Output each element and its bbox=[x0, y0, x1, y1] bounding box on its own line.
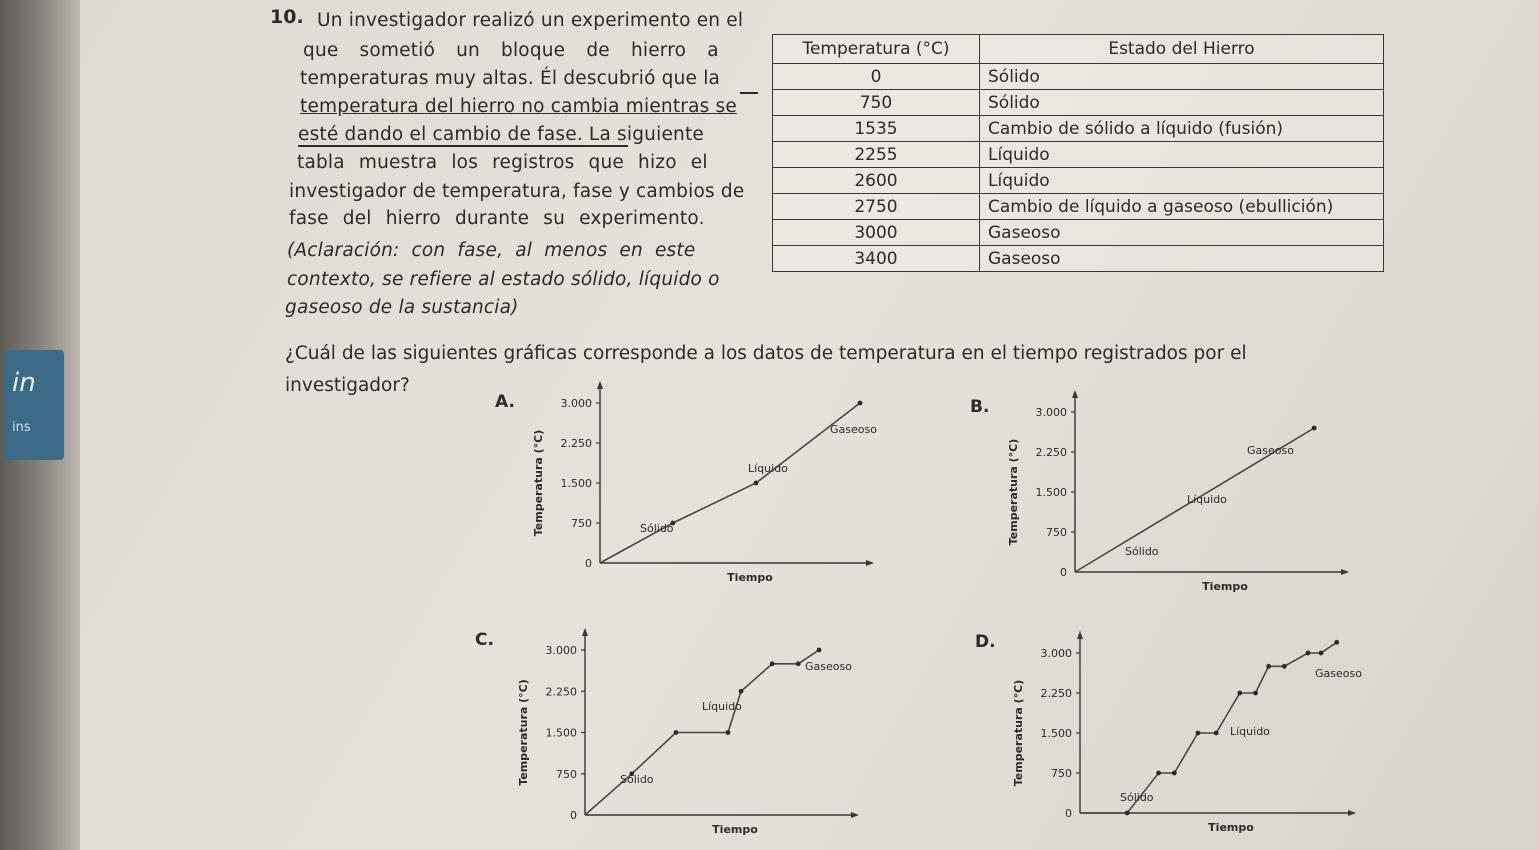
data-point bbox=[1214, 731, 1219, 736]
data-point bbox=[1334, 640, 1339, 645]
question-prompt: investigador? bbox=[285, 375, 410, 396]
table-cell: 2750 bbox=[773, 194, 980, 220]
table-cell: 3400 bbox=[773, 246, 980, 272]
data-point bbox=[1319, 651, 1324, 656]
table-cell: Líquido bbox=[980, 142, 1384, 168]
table-row bbox=[773, 194, 1384, 220]
series-line bbox=[1080, 642, 1337, 813]
y-tick-label: 1.500 bbox=[560, 477, 592, 490]
state-label: Sólido bbox=[1125, 545, 1159, 558]
x-axis-label: Tiempo bbox=[1202, 580, 1248, 593]
y-tick-label: 0 bbox=[570, 809, 577, 822]
data-point bbox=[1312, 426, 1317, 431]
y-tick-label: 3.000 bbox=[1035, 406, 1067, 419]
y-axis-arrow-icon bbox=[582, 628, 588, 636]
sticker-text: ins bbox=[12, 420, 31, 435]
data-point bbox=[817, 648, 822, 653]
y-tick-label: 1.500 bbox=[1040, 727, 1072, 740]
table-cell: 2255 bbox=[773, 142, 980, 168]
table-row bbox=[773, 246, 1384, 272]
x-axis-label: Tiempo bbox=[712, 823, 758, 836]
data-point bbox=[1237, 691, 1242, 696]
table-header-state: Estado del Hierro bbox=[980, 35, 1384, 64]
question-line: contexto, se refiere al estado sólido, líquido o bbox=[287, 269, 720, 290]
table-cell: Líquido bbox=[980, 168, 1384, 194]
data-point bbox=[1172, 771, 1177, 776]
series-line bbox=[600, 403, 860, 563]
table-cell: Gaseoso bbox=[980, 246, 1384, 272]
data-point bbox=[1306, 651, 1311, 656]
data-point bbox=[754, 481, 759, 486]
y-tick-label: 2.250 bbox=[560, 437, 592, 450]
table-cell: Gaseoso bbox=[980, 220, 1384, 246]
table-cell: Sólido bbox=[980, 64, 1384, 90]
y-tick-label: 1.500 bbox=[545, 726, 577, 740]
question-line: que sometió un bloque de hierro a bbox=[303, 40, 719, 61]
y-tick-label: 750 bbox=[556, 767, 577, 781]
state-label: Gaseoso bbox=[1247, 444, 1294, 457]
temperature-state-table bbox=[772, 34, 1384, 272]
table-row bbox=[773, 116, 1384, 142]
graph-option-a bbox=[490, 385, 890, 595]
x-axis-arrow-icon bbox=[1348, 810, 1356, 816]
table-cell: 0 bbox=[773, 64, 980, 90]
question-line: (Aclaración: con fase, al menos en este bbox=[287, 240, 696, 261]
data-point bbox=[1196, 731, 1201, 736]
data-point bbox=[674, 730, 679, 735]
y-tick-label: 3.000 bbox=[1040, 647, 1072, 660]
data-point bbox=[1253, 691, 1258, 696]
graph-option-b bbox=[965, 390, 1355, 600]
series-line bbox=[585, 650, 819, 815]
data-point bbox=[796, 661, 801, 666]
question-line: investigador de temperatura, fase y cambios de bbox=[289, 181, 745, 202]
state-label: Gaseoso bbox=[805, 660, 852, 673]
question-line: gaseoso de la sustancia) bbox=[285, 297, 519, 318]
question-line: tabla muestra los registros que hizo el bbox=[297, 152, 708, 173]
y-tick-label: 750 bbox=[571, 517, 592, 530]
graph-option-c bbox=[470, 620, 870, 840]
state-label: Líquido bbox=[1187, 493, 1227, 506]
table-cell: Sólido bbox=[980, 90, 1384, 116]
data-point bbox=[1282, 664, 1287, 669]
underline-mark bbox=[298, 145, 628, 147]
y-tick-label: 750 bbox=[1046, 526, 1067, 539]
table-cell: 1535 bbox=[773, 116, 980, 142]
question-line: temperatura del hierro no cambia mientras se bbox=[300, 96, 737, 117]
state-label: Sólido bbox=[640, 522, 674, 535]
y-tick-label: 1.500 bbox=[1035, 486, 1067, 499]
y-tick-label: 750 bbox=[1051, 767, 1072, 780]
question-line: esté dando el cambio de fase. La siguiente bbox=[298, 124, 704, 145]
y-axis-label: Temperatura (°C) bbox=[517, 679, 530, 786]
y-axis-label: Temperatura (°C) bbox=[1012, 679, 1025, 787]
question-line: fase del hierro durante su experimento. bbox=[289, 208, 705, 229]
data-point bbox=[739, 689, 744, 694]
table-cell: 2600 bbox=[773, 168, 980, 194]
table-row bbox=[773, 64, 1384, 90]
table-row bbox=[773, 168, 1384, 194]
y-tick-label: 2.250 bbox=[1035, 446, 1067, 459]
state-label: Gaseoso bbox=[830, 423, 877, 436]
table-cell: 3000 bbox=[773, 220, 980, 246]
data-point bbox=[726, 730, 731, 735]
x-axis-arrow-icon bbox=[866, 560, 874, 566]
device-sticker bbox=[4, 350, 64, 460]
option-label: A. bbox=[495, 392, 515, 412]
question-number: 10. bbox=[270, 6, 304, 28]
data-point bbox=[1156, 771, 1161, 776]
underline-mark bbox=[740, 92, 758, 94]
state-label: Líquido bbox=[748, 462, 788, 475]
y-axis-arrow-icon bbox=[1077, 631, 1083, 639]
state-label: Sólido bbox=[1120, 791, 1154, 804]
y-axis-arrow-icon bbox=[1072, 390, 1078, 398]
question-line: temperaturas muy altas. Él descubrió que la bbox=[300, 68, 721, 89]
state-label: Líquido bbox=[702, 700, 742, 713]
table-header-temperature: Temperatura (°C) bbox=[773, 35, 980, 64]
table-row bbox=[773, 142, 1384, 168]
x-axis-arrow-icon bbox=[851, 812, 859, 818]
table-cell: Cambio de sólido a líquido (fusión) bbox=[980, 116, 1384, 142]
y-tick-label: 0 bbox=[585, 557, 592, 570]
x-axis-arrow-icon bbox=[1341, 569, 1349, 575]
state-label: Líquido bbox=[1230, 725, 1270, 738]
data-point bbox=[770, 661, 775, 666]
state-label: Sólido bbox=[620, 773, 654, 786]
table-row bbox=[773, 220, 1384, 246]
data-point bbox=[858, 401, 863, 406]
y-tick-label: 3.000 bbox=[545, 644, 577, 657]
y-tick-label: 0 bbox=[1065, 807, 1072, 820]
data-point bbox=[1266, 664, 1271, 669]
table-cell: Cambio de líquido a gaseoso (ebullición) bbox=[980, 194, 1384, 220]
table-cell: 750 bbox=[773, 90, 980, 116]
y-tick-label: 2.250 bbox=[545, 685, 577, 699]
y-axis-label: Temperatura (°C) bbox=[1007, 438, 1020, 546]
x-axis-label: Tiempo bbox=[1208, 821, 1254, 834]
option-label: D. bbox=[975, 632, 996, 652]
state-label: Gaseoso bbox=[1315, 667, 1362, 680]
data-point bbox=[1125, 811, 1130, 816]
graph-option-d bbox=[970, 625, 1360, 840]
option-label: B. bbox=[970, 397, 990, 417]
table-header-row bbox=[773, 35, 1384, 64]
question-prompt: ¿Cuál de las siguientes gráficas corresponde a los datos de temperatura en el tiempo registrados por el bbox=[285, 343, 1247, 364]
question-line: Un investigador realizó un experimento en el bbox=[317, 10, 744, 31]
x-axis-label: Tiempo bbox=[727, 571, 773, 584]
table-row bbox=[773, 90, 1384, 116]
brand-logo: in bbox=[12, 368, 36, 398]
y-tick-label: 0 bbox=[1060, 566, 1067, 579]
y-axis-label: Temperatura (°C) bbox=[532, 429, 545, 537]
y-tick-label: 2.250 bbox=[1040, 687, 1072, 700]
option-label: C. bbox=[475, 630, 494, 650]
y-tick-label: 3.000 bbox=[560, 397, 592, 410]
